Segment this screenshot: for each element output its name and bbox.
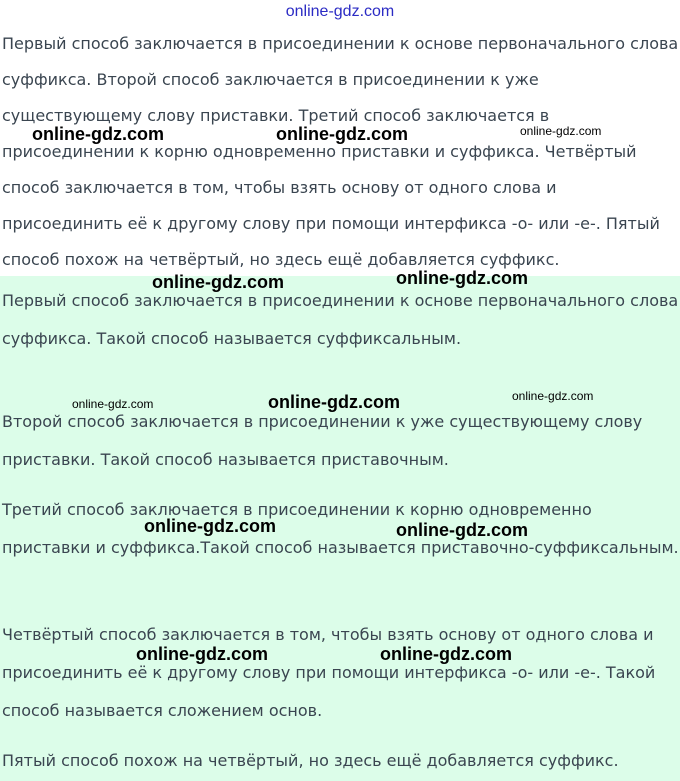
watermark: online-gdz.com bbox=[72, 397, 154, 411]
intro-paragraph: Первый способ заключается в присоединении к основе первоначального слова суффикса. Второй способ заключается в присоединении к уже существующему слову приставки. Третий способ заключается в присоединении к корню одновременно приставки и суффикса. Четвёртый способ заключается в том, чтобы взять основу от одного слова и присоединить её к другому слову при помощи интерфикса -о- или -е-. Пятый способ похож на четвёртый, но здесь ещё добавляется суффикс. bbox=[2, 34, 679, 269]
watermark: online-gdz.com bbox=[380, 644, 512, 664]
answer-paragraph-1: Первый способ заключается в присоединении к основе первоначального слова суффикса. Такой способ называется суффиксальным. bbox=[2, 291, 679, 348]
watermark: online-gdz.com bbox=[32, 124, 164, 144]
answer-paragraph-4: Четвёртый способ заключается в том, чтобы взять основу от одного слова и присоединить её к другому слову при помощи интерфикса -о- или -е-. Такой способ называется сложением основ. bbox=[2, 625, 656, 720]
watermark: online-gdz.com bbox=[396, 520, 528, 540]
answer-paragraph-3: Третий способ заключается в присоединении к корню одновременно приставки и суффикса.Такой способ называется приставочно-суффиксальным. bbox=[2, 500, 679, 557]
answer-paragraph-5: Пятый способ похож на четвёртый, но здесь ещё добавляется суффикс. bbox=[2, 751, 619, 770]
watermark: online-gdz.com bbox=[520, 124, 602, 138]
answer-panel bbox=[0, 276, 680, 781]
site-header-watermark: online-gdz.com bbox=[285, 3, 395, 20]
watermark: online-gdz.com bbox=[396, 268, 528, 288]
watermark: online-gdz.com bbox=[268, 392, 400, 412]
answer-paragraph-2: Второй способ заключается в присоединении к уже существующему слову приставки. Такой способ называется приставочным. bbox=[2, 412, 643, 469]
watermark: online-gdz.com bbox=[144, 516, 276, 536]
watermark: online-gdz.com bbox=[152, 272, 284, 292]
watermark: online-gdz.com bbox=[276, 124, 408, 144]
watermark: online-gdz.com bbox=[136, 644, 268, 664]
watermark: online-gdz.com bbox=[512, 389, 594, 403]
